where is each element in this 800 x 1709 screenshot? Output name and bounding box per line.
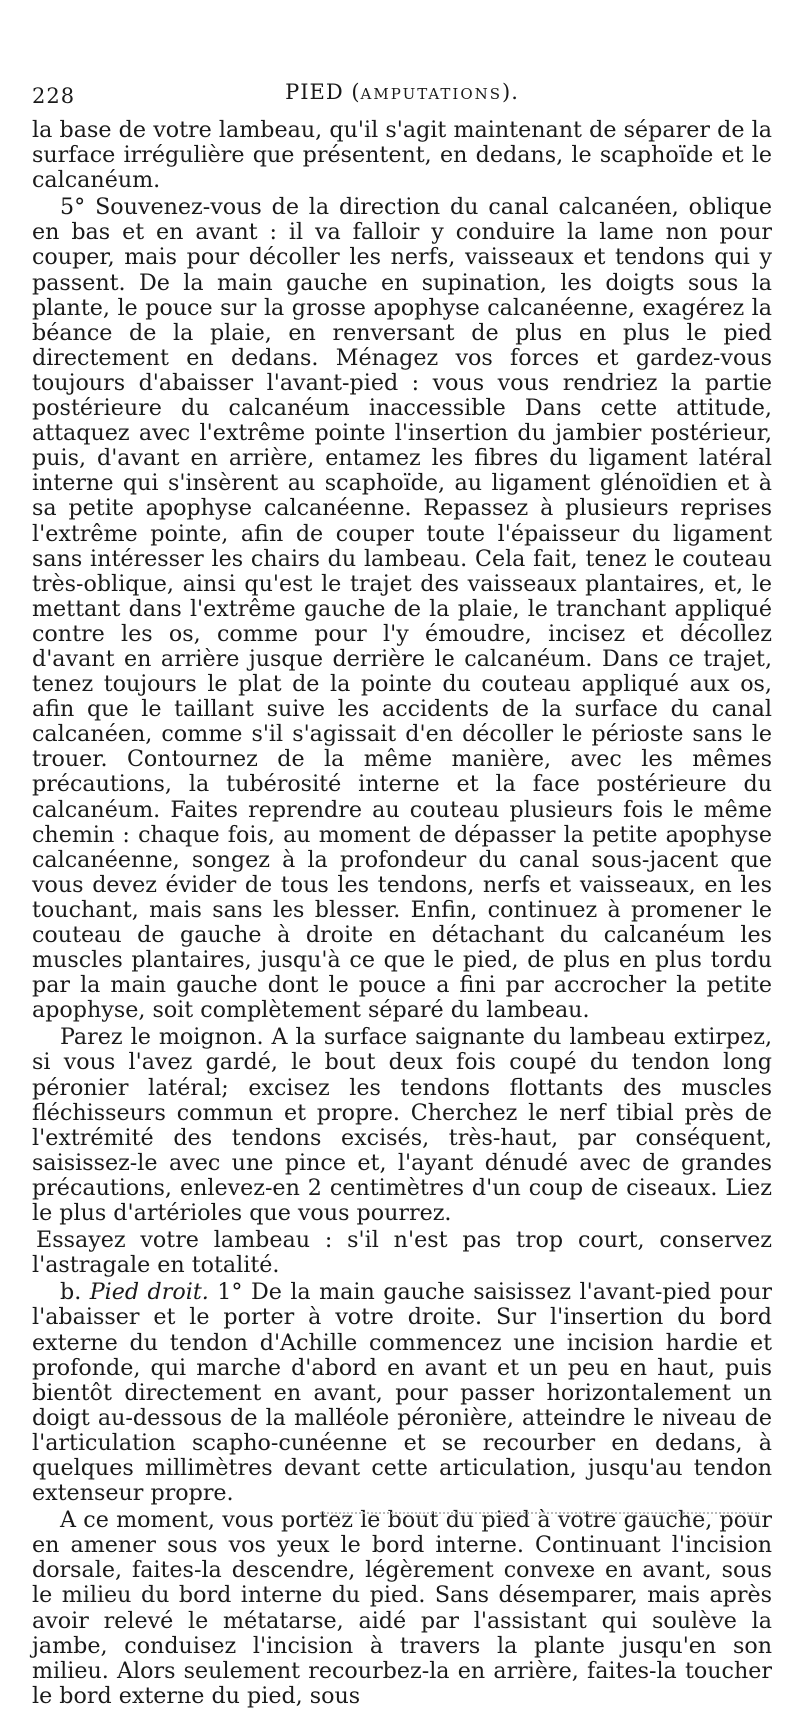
paragraph-step-5: 5° Souvenez-vous de la direction du canal calcanéen, oblique en bas et en avant : il va falloir y conduire la lame non pour couper, mais pour décoller les nerfs, vaisseaux et tendons qui y passent. De la main gauche en supination, les doigts sous la plante, le pouce sur la grosse apophyse calcanéenne, exagérez la béance de la plaie, en renversant de plus en plus le pied directement en dedans. Ménagez vos forces et gardez-vous toujours d'abaisser l'avant-pied : vous vous rendriez la partie postérieure du calcanéum inaccessible Dans cette attitude, attaquez avec l'extrême pointe l'insertion du jambier postérieur, puis, d'avant en arrière, entamez les fibres du ligament latéral interne qui s'insèrent au scaphoïde, au ligament glénoïdien et à sa petite apophyse calcanéenne. Repassez à plusieurs reprises l'extrême pointe, afin de couper toute l'épaisseur du ligament sans intéresser les chairs du lambeau. Cela fait, tenez le couteau très-oblique, ainsi qu'est le trajet des vaisseaux plantaires, et, le mettant dans l'extrême gauche de la plaie, le tranchant appliqué contre les os, comme pour l'y émoudre, incisez et décollez d'avant en arrière jusque derrière le calcanéum. Dans ce trajet, tenez toujours le plat de la pointe du couteau appliqué aux os, afin que le taillant suive les accidents de la surface du canal calcanéen, comme s'il s'agissait d'en décoller le périoste sans le trouer. Contournez de la même manière, avec les mêmes précautions, la tubérosité interne et la face postérieure du calcanéum. Faites reprendre au couteau plusieurs fois le même chemin : chaque fois, au moment de dépasser la petite apophyse calcanéenne, songez à la profondeur du canal sous-jacent que vous devez évider de tous les tendons, nerfs et vaisseaux, en les touchant, mais sans les blesser. Enfin, continuez à promener le couteau de gauche à droite en détachant du calcanéum les muscles plantaires, jusqu'à ce que le pied, de plus en plus tordu par la main gauche dont le pouce a fini par accrocher la petite apophyse, soit complètement séparé du lambeau. [32,194,772,1024]
section-body: 1° De la main gauche saisissez l'avant-pied pour l'abaisser et le porter à votre droite. Sur l'insertion du bord externe du tendon d'Achille commencez une incision hardie et profonde, qui marche d'abord en avant et un peu en haut, puis bientôt directement en avant, pour passer horizontalement un doigt au-dessous de la malléole péronière, atteindre le niveau de l'articulation scapho-cunéenne et se recourber en dedans, à quelques millimètres devant cette articulation, jusqu'au tendon extenseur propre. [32,1279,772,1507]
section-heading-italic: Pied droit. [89,1279,209,1306]
footer-rule [320,1512,760,1518]
running-head [32,78,772,118]
section-label: b. [60,1279,82,1306]
book-page [32,78,772,1709]
running-title-main: PIED ( [285,80,361,104]
running-title-end: ). [502,80,519,104]
paragraph-essayez: Essayez votre lambeau : s'il n'est pas trop court, conservez l'astragale en totalité. [32,1227,772,1279]
paragraph-pied-droit [32,1280,772,1506]
running-title-small-caps: AMPUTATIONS [360,85,503,103]
paragraph-continuation: la base de votre lambeau, qu'il s'agit maintenant de séparer de la surface irrégulière que présentent, en dedans, le scaphoïde et le calcanéum. [32,117,772,194]
page-number: 228 [32,84,76,108]
paragraph-a-ce-moment: A ce moment, vous portez le bout du pied à votre gauche, pour en amener sous vos yeux le bord interne. Continuant l'incision dorsale, faites-la descendre, légèrement convexe en avant, sous le milieu du bord interne du pied. Sans désemparer, mais après avoir relevé le métatarse, aidé par l'assistant qui soulève la jambe, conduisez l'incision à travers la plante jusqu'en son milieu. Alors seulement recourbez-la en arrière, faites-la toucher le bord externe du pied, sous [32,1507,772,1709]
running-title [32,80,772,104]
paragraph-parez-le-moignon: Parez le moignon. A la surface saignante du lambeau extirpez, si vous l'avez gardé, le bout deux fois coupé du tendon long péronier latéral; excisez les tendons flottants des muscles fléchisseurs commun et propre. Cherchez le nerf tibial près de l'extrémité des tendons excisés, très-haut, par conséquent, saisissez-le avec une pince et, l'ayant dénudé avec de grandes précautions, enlevez-en 2 centimètres d'un coup de ciseaux. Liez le plus d'artérioles que vous pourrez. [32,1024,772,1227]
